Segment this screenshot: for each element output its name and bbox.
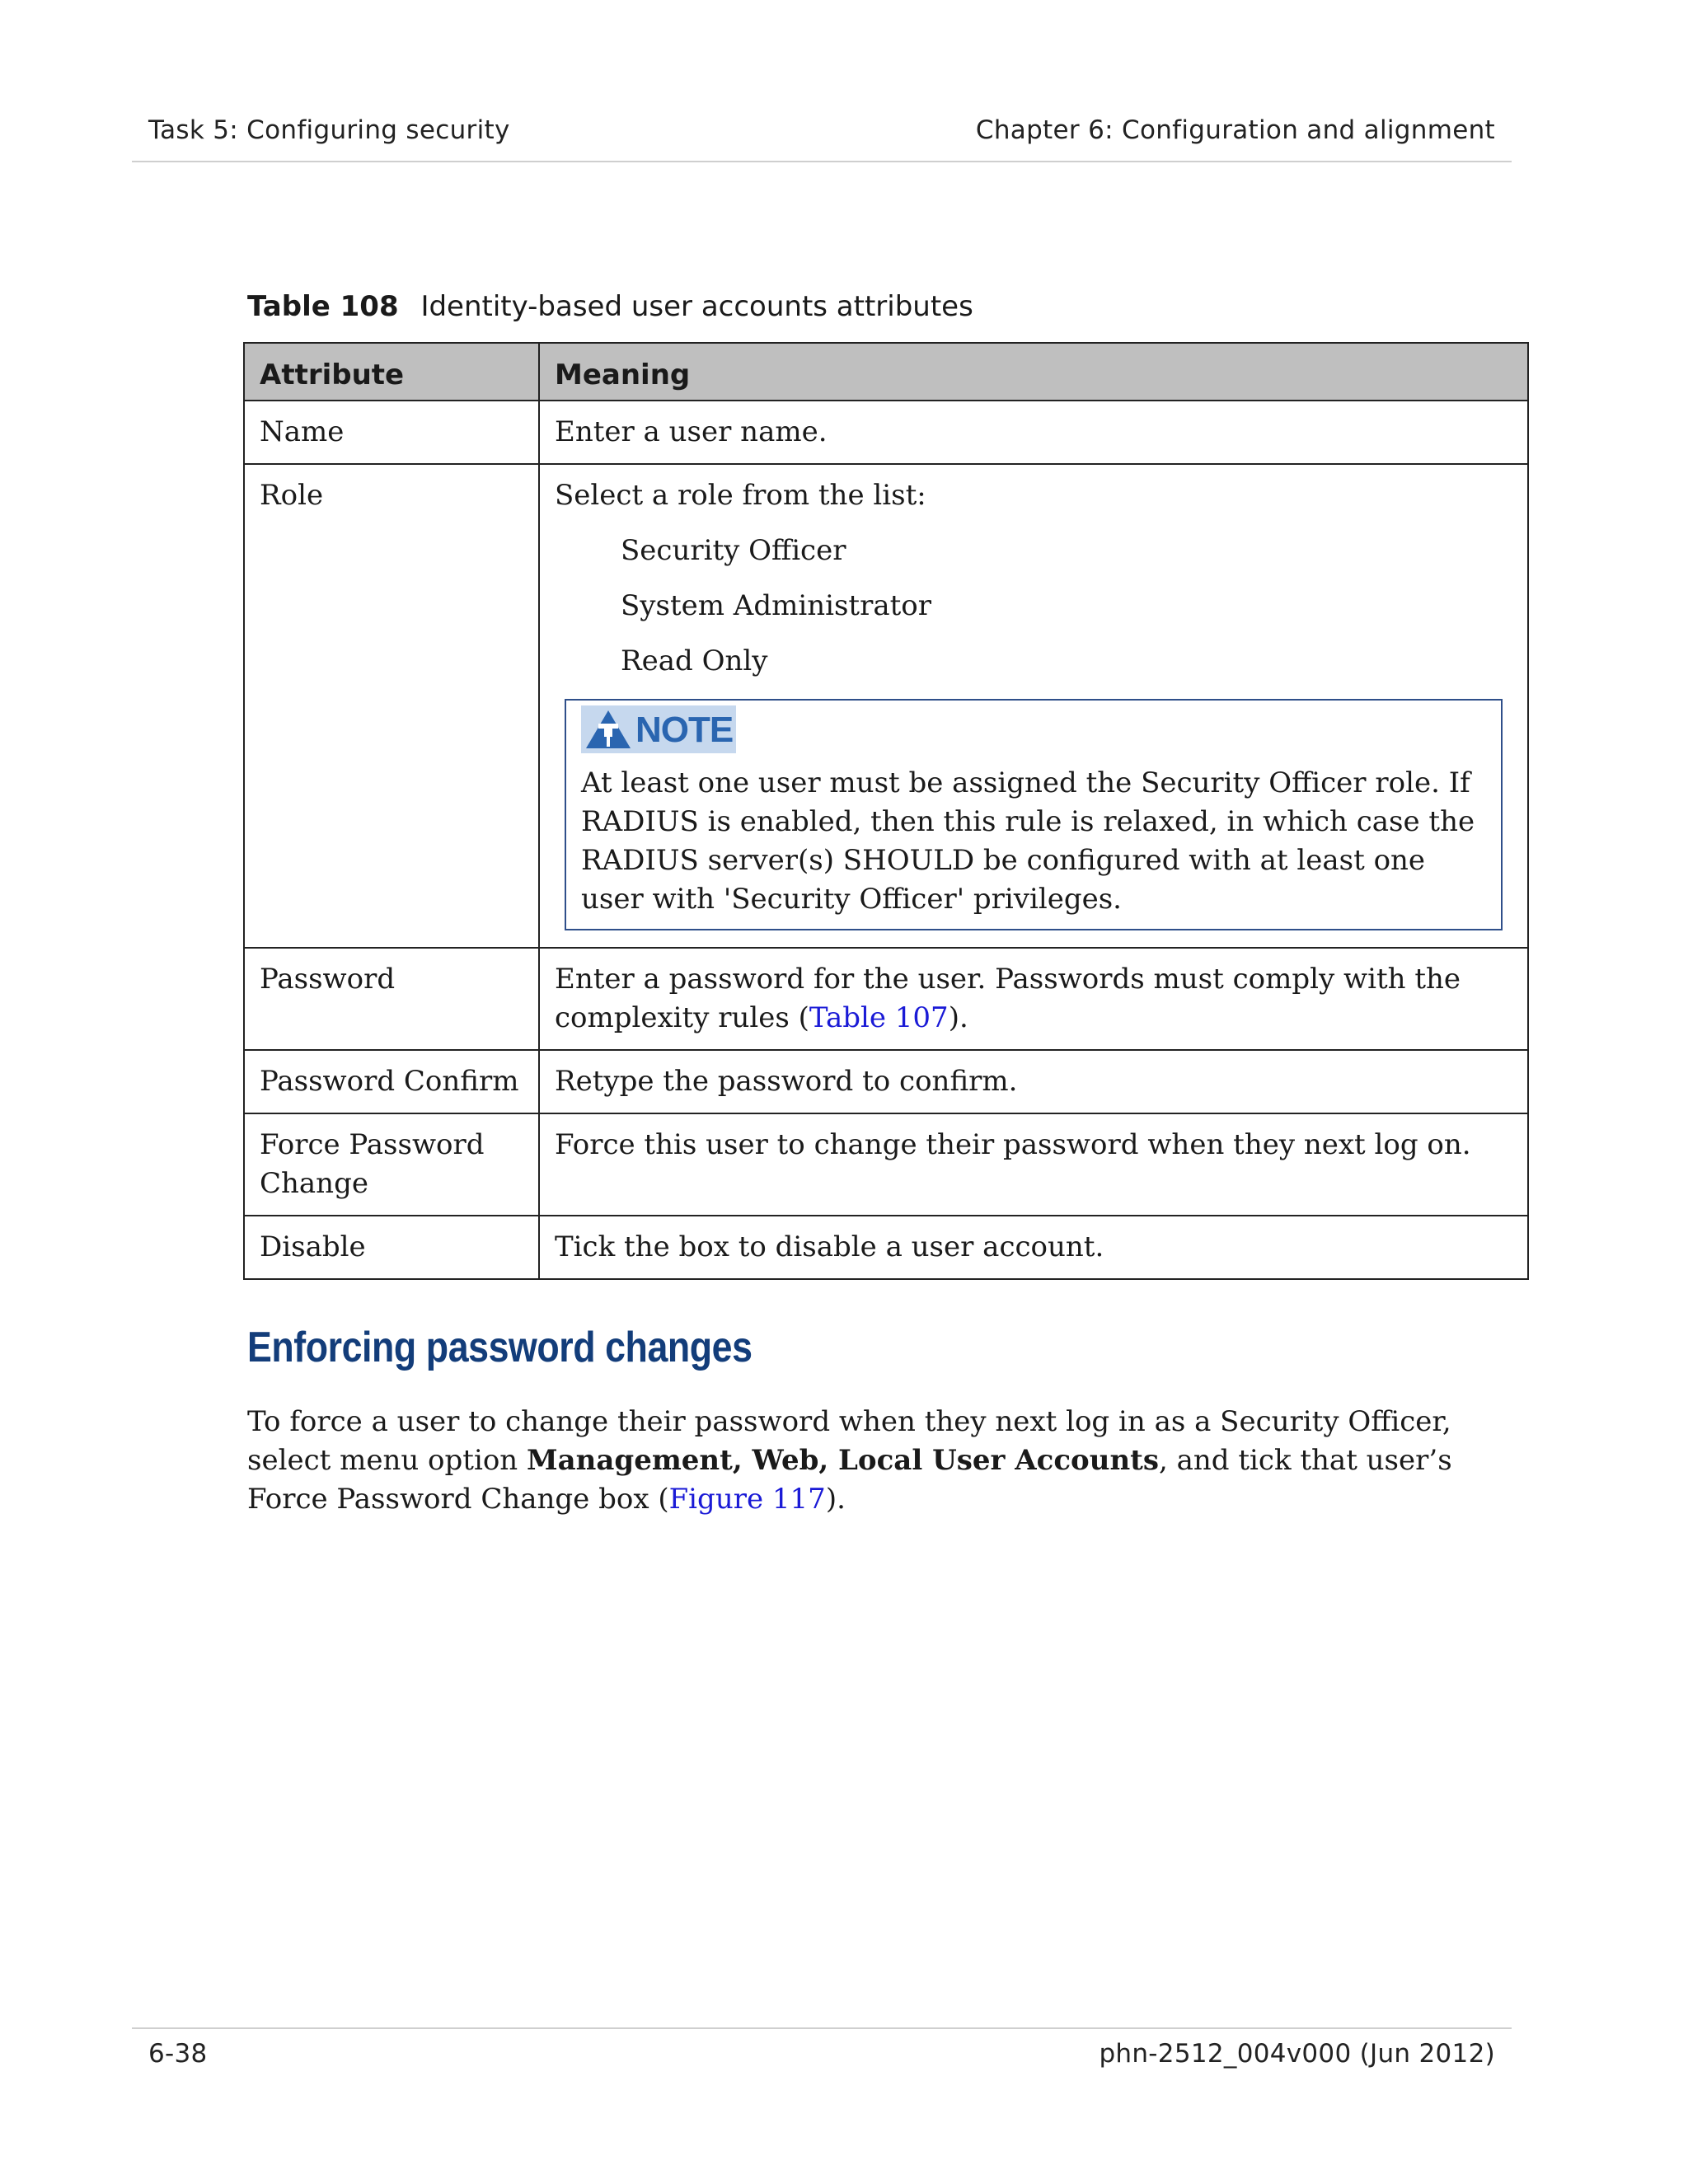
header-divider [132,161,1512,162]
page-number: 6-38 [148,2039,208,2069]
attribute-cell: Password Confirm [244,1050,539,1113]
attribute-cell: Password [244,948,539,1050]
note-pin-warning-icon [584,709,632,750]
meaning-cell: Enter a user name. [539,401,1528,464]
meaning-text: Enter a password for the user. Passwords must comply with the complexity rules ( [555,963,1461,1034]
note-label-text: NOTE [635,709,734,750]
table-107-link[interactable]: Table 107 [809,1001,949,1034]
note-text: At least one user must be assigned the Security Officer role. If RADIUS is enabled, then this rule is relaxed, in which case the RADIUS server(s) SHOULD be configured with at least one user with 'Security Officer' privileges. [581,766,1475,916]
note-box [565,699,1503,930]
table-row [244,1113,1528,1216]
section-heading: Enforcing password changes [247,1324,753,1371]
meaning-cell: Tick the box to disable a user account. [539,1216,1528,1279]
table-header-row [244,343,1528,401]
footer-divider [132,2027,1512,2029]
table-row [244,1216,1528,1279]
note-label [581,705,736,753]
table-row [244,948,1528,1050]
table-caption [247,290,973,323]
table-caption-title: Identity-based user accounts attributes [420,290,973,323]
meaning-cell [539,948,1528,1050]
body-text-end: ). [825,1483,846,1516]
figure-117-link[interactable]: Figure 117 [668,1483,826,1516]
page-header [132,0,1512,165]
role-option: System Administrator [621,589,932,622]
role-intro: Select a role from the list: [555,479,926,512]
body-text: To force a user to change their password when they next log in as a Security Officer, select menu option [247,1405,1451,1477]
body-text-middle: , and tick that user’s Force Password Change box ( [247,1444,1452,1516]
menu-path: Management, Web, Local User Accounts [527,1444,1160,1477]
role-option: Security Officer [621,534,846,567]
attribute-cell: Force Password Change [244,1113,539,1216]
attribute-cell: Role [244,464,539,948]
page-footer [132,2011,1512,2176]
meaning-cell: Retype the password to confirm. [539,1050,1528,1113]
meaning-cell [539,464,1528,948]
document-id: phn-2512_004v000 (Jun 2012) [1099,2039,1495,2069]
table-row [244,1050,1528,1113]
section-body [247,1403,1533,1519]
header-section-title: Task 5: Configuring security [148,115,510,145]
role-option: Read Only [621,644,768,677]
meaning-cell: Force this user to change their password when they next log on. [539,1113,1528,1216]
table-row [244,464,1528,948]
table-caption-number: Table 108 [247,290,399,323]
meaning-text-end: ). [948,1001,968,1034]
attribute-cell: Disable [244,1216,539,1279]
header-chapter-title: Chapter 6: Configuration and alignment [975,115,1495,145]
attributes-table [243,342,1529,1280]
column-header-attribute: Attribute [244,343,539,401]
table-row [244,401,1528,464]
attribute-cell: Name [244,401,539,464]
column-header-meaning: Meaning [539,343,1528,401]
